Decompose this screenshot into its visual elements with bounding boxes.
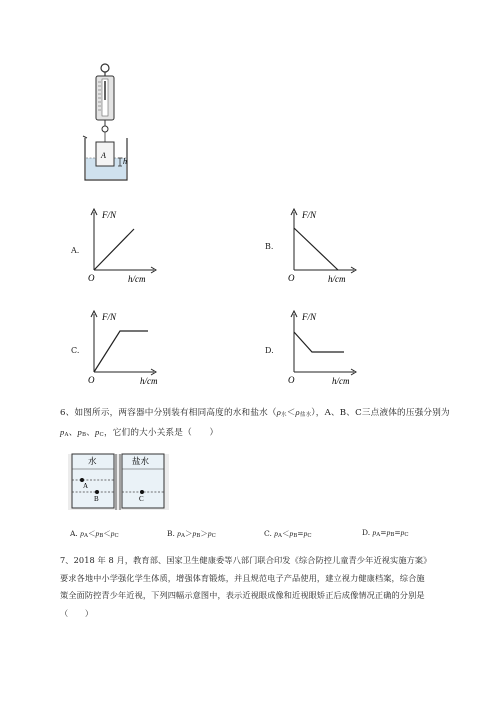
q7-line4: （ ） — [60, 607, 94, 618]
saltwater-label: 盐水 — [132, 456, 150, 466]
containers-figure — [66, 450, 171, 514]
height-label: h — [123, 157, 127, 166]
graph-A-line — [94, 229, 134, 270]
point-B-label: B — [94, 495, 99, 503]
q6-line1: 6、如图所示，两容器中分别装有相同高度的水和盐水（ρ水＜ρ盐水），A、B、C三点液体的压强分别为 — [60, 407, 450, 418]
graph-C-ylabel: F/N — [102, 312, 117, 322]
graph-C-line — [94, 331, 148, 372]
graph-D-ylabel: F/N — [302, 312, 317, 322]
point-C-dot — [140, 490, 144, 494]
q6-option-D[interactable]: D. pA=pB=pC — [362, 528, 409, 538]
q6-option-C[interactable]: C. pA＜pB=pC — [264, 529, 312, 539]
graph-C-origin: O — [88, 375, 95, 385]
graph-D-xlabel: h/cm — [332, 376, 350, 386]
option-C-label: C. — [71, 346, 80, 355]
graph-A-ylabel: F/N — [102, 210, 117, 220]
point-A-label: A — [83, 482, 89, 490]
graph-A-origin: O — [88, 273, 95, 283]
graph-D — [284, 306, 364, 388]
q6-line2: pA、pB、pC，它们的大小关系是（ ） — [60, 427, 219, 438]
graph-A-xlabel: h/cm — [128, 274, 146, 284]
block-label: A — [101, 151, 106, 160]
graph-D-line — [294, 332, 344, 352]
spring-scale-figure — [75, 60, 145, 185]
q7-line3: 策全面防控青少年近视，下列四幅示意图中，表示近视眼成像和近视眼矫正后成像情况正确的分别是 — [60, 590, 425, 600]
q6-text — [60, 404, 460, 444]
q7-text — [60, 552, 460, 622]
water-label: 水 — [88, 456, 97, 466]
graph-B-line — [294, 228, 338, 270]
option-D-label: D. — [265, 346, 274, 355]
q7-line2: 要求各地中小学强化学生体质，增强体育锻炼，并且规范电子产品使用，建立视力健康档案，综合施 — [60, 572, 425, 583]
graph-B-ylabel: F/N — [302, 210, 317, 220]
graph-C-xlabel: h/cm — [140, 376, 158, 386]
q7-line1: 7、2018 年 8 月，教育部、国家卫生健康委等八部门联合印发《综合防控儿童青少年近视实施方案》 — [60, 555, 432, 565]
point-B-dot — [95, 490, 99, 494]
point-C-label: C — [139, 495, 144, 503]
option-B-label: B. — [265, 242, 274, 251]
q6-option-A[interactable]: A. pA＜pB＜pC — [70, 529, 119, 539]
graph-B — [284, 204, 364, 286]
graph-B-origin: O — [288, 273, 295, 283]
q6-option-B[interactable]: B. pA＞pB＞pC — [167, 529, 216, 539]
graph-A — [84, 204, 164, 286]
option-A-label: A. — [71, 246, 80, 255]
graph-B-xlabel: h/cm — [328, 274, 346, 284]
graph-D-origin: O — [288, 375, 295, 385]
graph-C — [84, 306, 164, 388]
